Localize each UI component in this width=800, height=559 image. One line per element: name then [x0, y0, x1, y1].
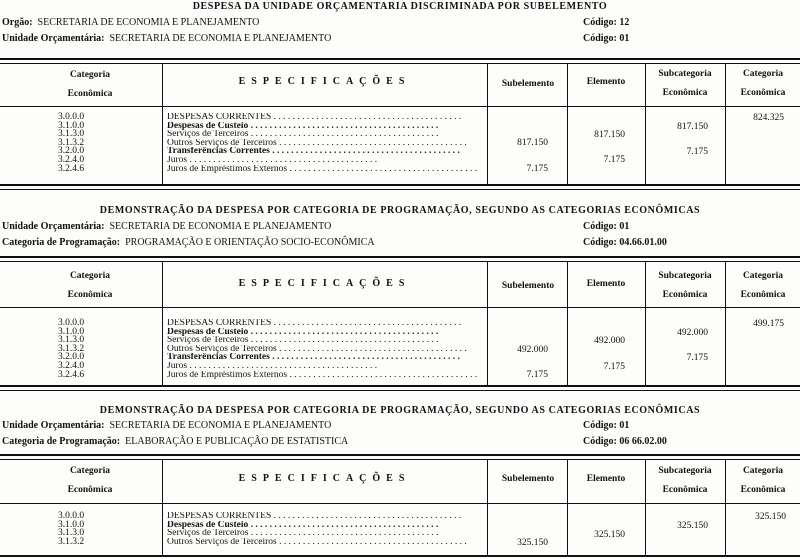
field-value: SECRETARIA DE ECONOMIA E PLANEJAMENTO — [37, 17, 260, 28]
item-row: Serviços de Terceiros . . . . . . . . . . . . . . . . . . . . . . . . . . . . . . . . . . . . . . . . — [167, 529, 439, 538]
item-row: Juros de Empréstimos Externos . . . . . . . . . . . . . . . . . . . . . . . . . . . . . . . . . . . . . . . . — [167, 164, 478, 174]
elemento-value: 817.150 — [594, 130, 625, 140]
subelemento-value: 325.150 — [517, 538, 548, 548]
code-cell: 3.1.0.0 — [58, 326, 85, 337]
header-subcategoria: Subcategoria Econômica — [658, 271, 712, 300]
header-categoria: Categoria Econômica — [67, 271, 113, 300]
code-cell: 3.2.0.0 — [58, 146, 85, 157]
header-categoria-b: Categoria Econômica — [740, 271, 786, 300]
header-especificacoes: ESPECIFICAÇÕES — [238, 473, 411, 484]
code-value: 12 — [619, 17, 630, 28]
field-value: ELABORAÇÃO E PUBLICAÇÃO DE ESTATISTICA — [125, 436, 349, 447]
item-row: Transferências Correntes . . . . . . . . . . . . . . . . . . . . . . . . . . . . . . . . . . . . . . . . — [167, 147, 460, 156]
field-label: Categoria de Programação: — [2, 436, 121, 447]
item-row: Despesas de Custeio . . . . . . . . . . . . . . . . . . . . . . . . . . . . . . . . . . . . . . . . — [167, 327, 439, 337]
code-label: Código: — [583, 17, 617, 28]
categoria-value: 824.325 — [753, 113, 784, 123]
item-list — [167, 512, 479, 546]
subelemento-value: 817.150 — [517, 138, 548, 148]
field-value: SECRETARIA DE ECONOMIA E PLANEJAMENTO — [109, 33, 332, 44]
unidade-line — [2, 33, 331, 44]
code-line — [583, 33, 629, 44]
code-cell: 3.1.3.2 — [58, 343, 85, 354]
code-cell: 3.0.0.0 — [58, 318, 85, 328]
subcategoria-value: 492.000 — [677, 328, 708, 338]
table-top-border-thin — [0, 261, 800, 262]
col-divider — [487, 459, 488, 555]
field-label: Orgão: — [2, 17, 33, 28]
code-cell: 3.1.3.2 — [58, 536, 85, 547]
field-value: PROGRAMAÇÃO E ORIENTAÇÃO SOCIO-ECONÔMICA — [125, 237, 375, 248]
header-elemento: Elemento — [586, 474, 626, 484]
categoria-value: 325.150 — [755, 512, 786, 522]
code-line — [583, 436, 667, 447]
code-cell: 3.2.4.6 — [58, 369, 85, 380]
code-cell: 3.1.3.0 — [58, 528, 85, 539]
code-list — [58, 113, 84, 173]
col-divider — [487, 261, 488, 385]
item-row: Despesas de Custeio . . . . . . . . . . . . . . . . . . . . . . . . . . . . . . . . . . . . . . . . — [167, 520, 439, 530]
item-row: DESPESAS CORRENTES . . . . . . . . . . . . . . . . . . . . . . . . . . . . . . . . . . . . . . . . — [167, 512, 462, 521]
code-cell: 3.2.0.0 — [58, 352, 85, 363]
header-divider — [0, 307, 800, 308]
item-row: Juros . . . . . . . . . . . . . . . . . . . . . . . . . . . . . . . . . . . . . . . . — [167, 361, 378, 371]
header-subelemento: Subelemento — [501, 79, 555, 89]
item-row: Juros de Empréstimos Externos . . . . . . . . . . . . . . . . . . . . . . . . . . . . . . . . . . . . . . . . — [167, 370, 478, 380]
code-cell: 3.0.0.0 — [58, 511, 85, 521]
code-cell: 3.2.4.0 — [58, 154, 85, 165]
code-cell: 3.2.4.6 — [58, 163, 85, 174]
unidade-line — [2, 420, 331, 431]
code-cell: 3.1.3.0 — [58, 129, 85, 140]
subelemento-value: 7.175 — [526, 164, 548, 174]
table-top-border — [0, 58, 800, 60]
orgao-line — [2, 17, 259, 28]
code-label: Código: — [583, 237, 617, 248]
item-list — [167, 113, 479, 173]
code-list — [58, 319, 84, 379]
item-row: Serviços de Terceiros . . . . . . . . . . . . . . . . . . . . . . . . . . . . . . . . . . . . . . . . — [167, 130, 439, 139]
item-row: Juros . . . . . . . . . . . . . . . . . . . . . . . . . . . . . . . . . . . . . . . . — [167, 155, 378, 165]
code-value: 01 — [619, 420, 630, 431]
elemento-value: 7.175 — [603, 362, 625, 372]
code-line — [583, 237, 667, 248]
header-elemento: Elemento — [586, 77, 626, 87]
table-bottom-border — [0, 555, 800, 557]
header-categoria-b: Categoria Econômica — [740, 466, 786, 495]
code-value: 06 66.02.00 — [619, 436, 667, 447]
subcategoria-value: 817.150 — [677, 122, 708, 132]
table-top-border-thin — [0, 459, 800, 460]
item-row: Outros Serviços de Terceiros . . . . . . . . . . . . . . . . . . . . . . . . . . . . . . . . . . . . . . . . — [167, 138, 467, 148]
field-value: SECRETARIA DE ECONOMIA E PLANEJAMENTO — [109, 420, 332, 431]
code-cell: 3.2.4.0 — [58, 360, 85, 371]
code-cell: 3.1.3.2 — [58, 137, 85, 148]
table-top-border — [0, 256, 800, 258]
item-row: Outros Serviços de Terceiros . . . . . . . . . . . . . . . . . . . . . . . . . . . . . . . . . . . . . . . . — [167, 537, 467, 547]
elemento-value: 7.175 — [603, 155, 625, 165]
subcategoria-value: 7.175 — [686, 353, 708, 363]
section-title: DESPESA DA UNIDADE ORÇAMENTARIA DISCRIMINADA POR SUBELEMENTO — [192, 1, 608, 12]
elemento-value: 325.150 — [594, 530, 625, 540]
header-categoria: Categoria Econômica — [67, 70, 113, 99]
code-line — [583, 17, 629, 28]
item-row: Outros Serviços de Terceiros . . . . . . . . . . . . . . . . . . . . . . . . . . . . . . . . . . . . . . . . — [167, 344, 467, 354]
header-subelemento: Subelemento — [501, 281, 555, 291]
subelemento-value: 492.000 — [517, 345, 548, 355]
code-line — [583, 420, 629, 431]
code-cell: 3.1.0.0 — [58, 120, 85, 131]
item-row: Transferências Correntes . . . . . . . . . . . . . . . . . . . . . . . . . . . . . . . . . . . . . . . . — [167, 353, 460, 362]
item-row: Despesas de Custeio . . . . . . . . . . . . . . . . . . . . . . . . . . . . . . . . . . . . . . . . — [167, 121, 439, 131]
field-value: SECRETARIA DE ECONOMIA E PLANEJAMENTO — [109, 221, 332, 232]
table-top-border — [0, 454, 800, 456]
header-divider — [0, 106, 800, 107]
categoria-value: 499.175 — [753, 319, 784, 329]
header-subcategoria: Subcategoria Econômica — [658, 69, 712, 98]
field-label: Unidade Orçamentária: — [2, 221, 105, 232]
item-row: DESPESAS CORRENTES . . . . . . . . . . . . . . . . . . . . . . . . . . . . . . . . . . . . . . . . — [167, 319, 462, 328]
col-divider — [487, 63, 488, 184]
code-label: Código: — [583, 33, 617, 44]
table-bottom-border — [0, 184, 800, 186]
item-list — [167, 319, 479, 379]
header-especificacoes: ESPECIFICAÇÕES — [238, 76, 411, 87]
section-title: DEMONSTRAÇÃO DA DESPESA POR CATEGORIA DE PROGRAMAÇÃO, SEGUNDO AS CATEGORIAS ECONÔMICAS — [99, 405, 701, 416]
field-label: Unidade Orçamentária: — [2, 33, 105, 44]
code-value: 04.66.01.00 — [619, 237, 667, 248]
elemento-value: 492.000 — [594, 336, 625, 346]
unidade-line — [2, 221, 331, 232]
code-list — [58, 512, 84, 546]
code-cell: 3.1.3.0 — [58, 335, 85, 346]
field-label: Categoria de Programação: — [2, 237, 121, 248]
header-elemento: Elemento — [586, 279, 626, 289]
code-cell: 3.0.0.0 — [58, 112, 85, 122]
item-row: DESPESAS CORRENTES . . . . . . . . . . . . . . . . . . . . . . . . . . . . . . . . . . . . . . . . — [167, 113, 462, 122]
subelemento-value: 7.175 — [526, 370, 548, 380]
code-value: 01 — [619, 221, 630, 232]
code-value: 01 — [619, 33, 630, 44]
table-top-border-thin — [0, 63, 800, 64]
subcategoria-value: 325.150 — [677, 521, 708, 531]
item-row: Serviços de Terceiros . . . . . . . . . . . . . . . . . . . . . . . . . . . . . . . . . . . . . . . . — [167, 336, 439, 345]
code-label: Código: — [583, 436, 617, 447]
header-subcategoria: Subcategoria Econômica — [658, 466, 712, 495]
categoria-programacao-line — [2, 436, 348, 447]
header-divider — [0, 503, 800, 504]
code-label: Código: — [583, 221, 617, 232]
categoria-programacao-line — [2, 237, 375, 248]
table-bottom-border — [0, 385, 800, 387]
header-subelemento: Subelemento — [501, 474, 555, 484]
header-especificacoes: ESPECIFICAÇÕES — [238, 278, 411, 289]
table-bottom-border-thin — [0, 189, 800, 190]
section-title: DEMONSTRAÇÃO DA DESPESA POR CATEGORIA DE PROGRAMAÇÃO, SEGUNDO AS CATEGORIAS ECONÔMICAS — [99, 205, 701, 216]
code-line — [583, 221, 629, 232]
code-label: Código: — [583, 420, 617, 431]
table-bottom-border-thin — [0, 390, 800, 391]
subcategoria-value: 7.175 — [686, 147, 708, 157]
field-label: Unidade Orçamentária: — [2, 420, 105, 431]
header-categoria-b: Categoria Econômica — [740, 69, 786, 98]
code-cell: 3.1.0.0 — [58, 519, 85, 530]
header-categoria: Categoria Econômica — [67, 466, 113, 495]
